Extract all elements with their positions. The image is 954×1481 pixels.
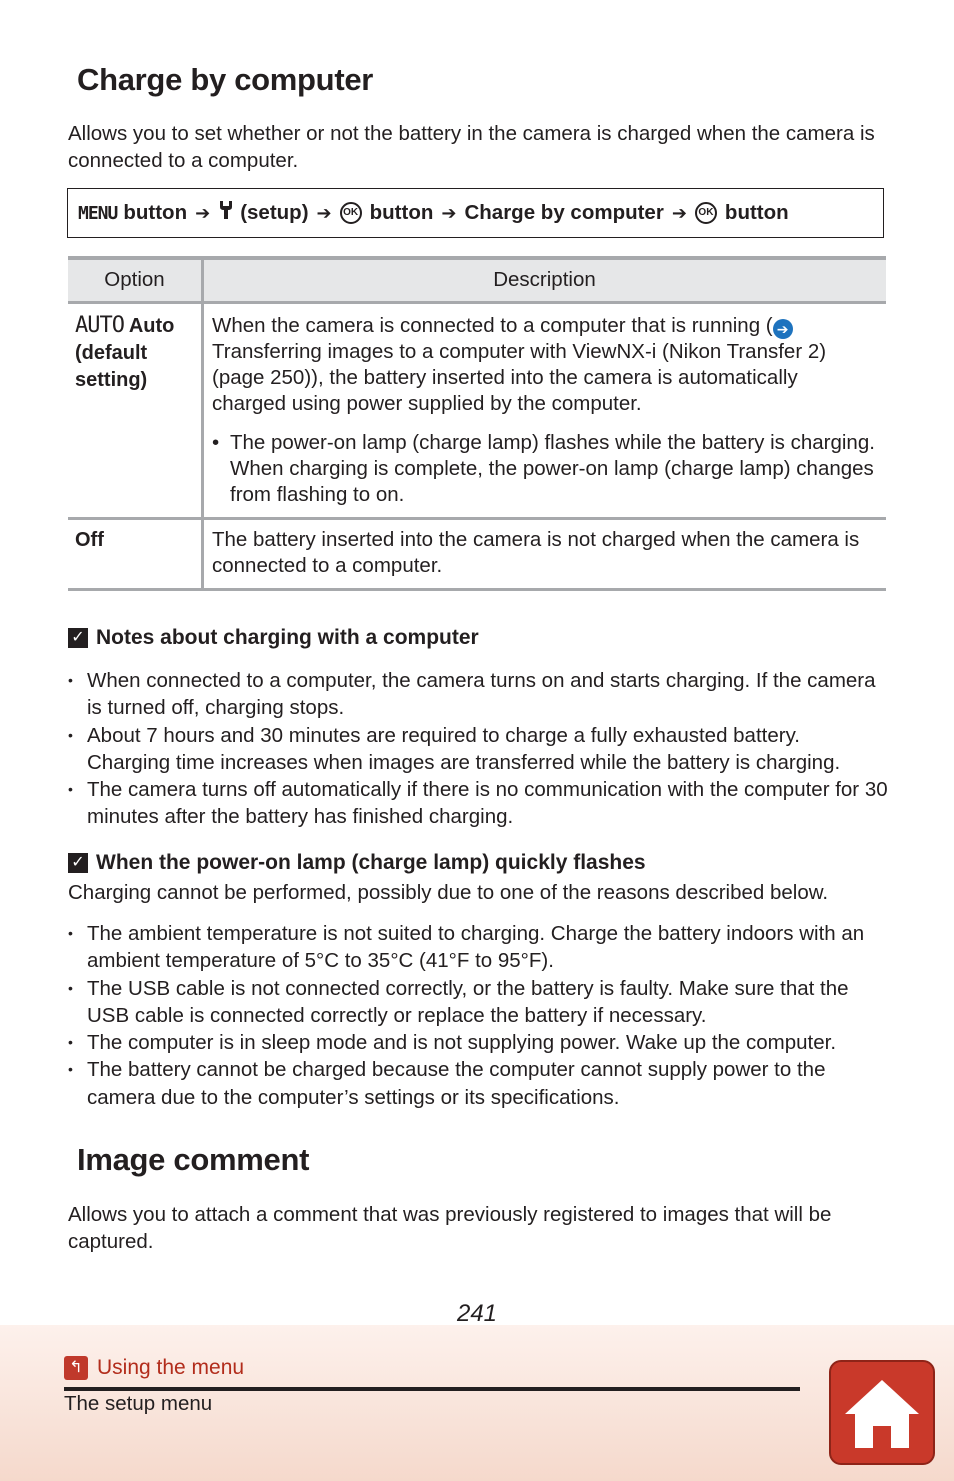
home-button[interactable] bbox=[829, 1360, 935, 1465]
auto-icon: AUTO bbox=[75, 313, 124, 338]
arrow-right-icon: ➔ bbox=[441, 202, 457, 223]
description-off: The battery inserted into the camera is not charged when the camera is connected to a computer. bbox=[212, 528, 860, 577]
notes-heading bbox=[68, 851, 646, 875]
row-divider bbox=[68, 517, 886, 520]
list-item-text: The camera turns off automatically if there is no communication with the computer for 30 minutes after the battery has finished charging. bbox=[87, 778, 888, 829]
back-icon[interactable]: ↰ bbox=[64, 1356, 88, 1380]
arrow-right-icon: ➔ bbox=[671, 202, 687, 223]
ok-icon: OK bbox=[695, 202, 717, 224]
description-auto-text bbox=[212, 313, 877, 417]
footer-subtitle: The setup menu bbox=[64, 1392, 213, 1415]
notes-title: When the power-on lamp (charge lamp) quickly flashes bbox=[96, 851, 646, 874]
notes-list bbox=[68, 667, 888, 831]
list-item-text: The USB cable is not connected correctly, or the battery is faulty. Make sure that the USB cable is connected correctly or replace the battery if necessary. bbox=[87, 976, 849, 1027]
path-step-item: Charge by computer bbox=[464, 201, 664, 224]
list-item bbox=[68, 667, 888, 722]
bullet-icon: • bbox=[68, 726, 73, 743]
notes-heading bbox=[68, 626, 479, 650]
arrow-right-icon: ➔ bbox=[316, 202, 332, 223]
section-title-image-comment: Image comment bbox=[77, 1142, 310, 1177]
home-icon bbox=[841, 1374, 923, 1454]
section-intro: Allows you to set whether or not the battery in the camera is charged when the camera is connected to a computer. bbox=[68, 122, 875, 172]
list-item bbox=[68, 776, 888, 831]
list-item bbox=[68, 975, 888, 1030]
notes-title: Notes about charging with a computer bbox=[96, 626, 479, 649]
bullet-icon: • bbox=[68, 1034, 73, 1051]
list-item-text: The battery cannot be charged because the computer cannot supply power to the camera due to the computer’s settings or its specifications. bbox=[87, 1058, 826, 1109]
wrench-icon bbox=[218, 200, 234, 226]
description-link-text: Transferring images to a computer with ViewNX-i (Nikon Transfer 2) (page 250)), the battery inserted into the camera is automatically charged using power supplied by the computer. bbox=[212, 340, 827, 415]
bullet-icon: • bbox=[68, 1061, 73, 1078]
table-header bbox=[68, 256, 886, 304]
footer-link-using-the-menu[interactable] bbox=[64, 1356, 244, 1380]
list-item-text: About 7 hours and 30 minutes are required to charge a fully exhausted battery. Charging time increases when images are transferred while the battery is charging. bbox=[87, 723, 841, 774]
option-auto-label: Auto (default setting) bbox=[75, 315, 175, 391]
list-item bbox=[212, 430, 877, 508]
reference-arrow-icon[interactable]: ➔ bbox=[773, 319, 793, 339]
page-number: 241 bbox=[456, 1300, 498, 1327]
notes-list bbox=[68, 920, 888, 1111]
bullet-icon: • bbox=[68, 979, 73, 996]
path-step-setup: (setup) bbox=[240, 201, 309, 224]
table-bottom-rule bbox=[68, 588, 886, 591]
notes-intro: Charging cannot be performed, possibly due to one of the reasons described below. bbox=[68, 881, 829, 904]
path-step-button: button bbox=[123, 201, 188, 224]
list-item bbox=[68, 1029, 888, 1056]
bullet-icon: • bbox=[68, 781, 73, 798]
arrow-right-icon: ➔ bbox=[195, 202, 211, 223]
bullet-text: The power-on lamp (charge lamp) flashes while the battery is charging. When charging is complete, the power-on lamp (charge lamp) changes from flashing to on. bbox=[230, 431, 875, 506]
list-item bbox=[68, 722, 888, 777]
header-option: Option bbox=[104, 268, 165, 291]
footer-link-label[interactable]: Using the menu bbox=[97, 1356, 245, 1379]
section-title-charge-by-computer: Charge by computer bbox=[77, 62, 374, 97]
list-item-text: When connected to a computer, the camera turns on and starts charging. If the camera is turned off, charging stops. bbox=[87, 669, 876, 720]
checkmark-icon: ✓ bbox=[68, 853, 88, 873]
header-description: Description bbox=[493, 268, 596, 291]
bullet-icon: • bbox=[68, 925, 73, 941]
bullet-icon: • bbox=[68, 672, 73, 688]
menu-icon: MENU bbox=[78, 202, 118, 224]
column-divider bbox=[201, 260, 204, 590]
list-item bbox=[68, 1056, 888, 1111]
list-item bbox=[68, 920, 888, 975]
footer-divider bbox=[64, 1387, 800, 1391]
bullet-icon: • bbox=[212, 431, 220, 454]
list-item-text: The computer is in sleep mode and is not supplying power. Wake up the computer. bbox=[87, 1031, 837, 1055]
menu-path bbox=[67, 188, 884, 238]
ok-icon: OK bbox=[340, 202, 362, 224]
path-step-button: button bbox=[724, 201, 789, 224]
option-auto bbox=[75, 312, 197, 394]
description-auto bbox=[212, 313, 877, 508]
path-step-button: button bbox=[369, 201, 434, 224]
section-intro: Allows you to attach a comment that was previously registered to images that will be captured. bbox=[68, 1203, 832, 1253]
checkmark-icon: ✓ bbox=[68, 628, 88, 648]
description-text: When the camera is connected to a computer that is running ( bbox=[212, 314, 773, 337]
option-off: Off bbox=[75, 529, 104, 551]
list-item-text: The ambient temperature is not suited to charging. Charge the battery indoors with an ambient temperature of 5°C to 35°C (41°F to 95°F). bbox=[87, 922, 865, 973]
